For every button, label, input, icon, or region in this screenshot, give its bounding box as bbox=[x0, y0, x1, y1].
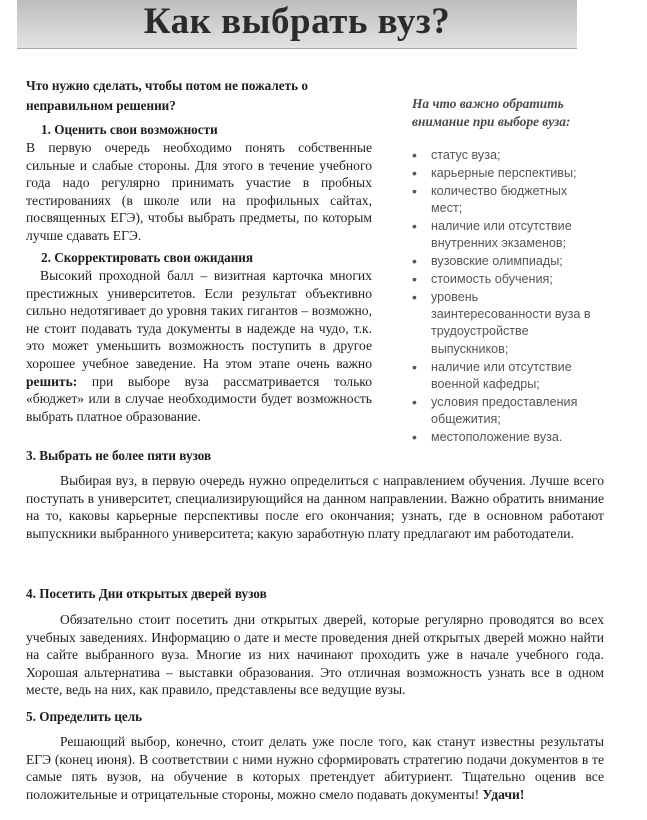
sidebar-item: • наличие или отсутствие военной кафедры; bbox=[411, 359, 601, 394]
section-2-text bbox=[26, 267, 372, 425]
sidebar-title: На что важно обратить внимание при выборе вуза: bbox=[412, 96, 571, 129]
section-5-body: Решающий выбор, конечно, стоит делать уже после того, как станут известны результаты ЕГЭ (конец июня). В соответствии с ними нужно сформировать стратегию подачи документов в те самые пять вузов, на обучение в которых претендует абитуриент. Тщательно оценив все положительные и отрицательные стороны, можно смело подавать документы! bbox=[26, 734, 604, 802]
section-3-heading: 3. Выбрать не более пяти вузов bbox=[26, 448, 212, 463]
section-5-text bbox=[26, 733, 604, 803]
intro-question: Что нужно сделать, чтобы потом не пожалеть о неправильном решении? bbox=[26, 78, 308, 113]
sidebar-item: • карьерные перспективы; bbox=[411, 165, 621, 182]
sidebar-item: • вузовские олимпиады; bbox=[411, 253, 621, 270]
section-1-heading: 1. Оценить свои возможности bbox=[41, 122, 218, 137]
sidebar-item: • стоимость обучения; bbox=[411, 271, 621, 288]
section-1-text: В первую очередь необходимо понять собственные сильные и слабые стороны. Для этого в течение учебного года надо регулярно принимать участие в пробных тестированиях (в школе или на профильных сайтах, посвященных ЕГЭ), чтобы выбрать предметы, по которым лучше сдавать ЕГЭ. bbox=[26, 140, 372, 243]
section-2-heading: 2. Скорректировать свои ожидания bbox=[41, 250, 254, 265]
section-5-heading: 5. Определить цель bbox=[26, 709, 143, 724]
sidebar-item: • наличие или отсутствие внутренних экзаменов; bbox=[411, 218, 621, 253]
title-banner bbox=[17, 0, 577, 49]
sidebar-item: • уровень заинтересованности вуза в трудоустройстве выпускников; bbox=[411, 289, 591, 359]
section-2-text-after: при выборе вуза рассматривается только «бюджет» или в случае необходимости будет возможность выбрать платное образование. bbox=[26, 373, 372, 424]
sidebar-item: • статус вуза; bbox=[411, 147, 621, 164]
section-3-text: Выбирая вуз, в первую очередь нужно определиться с направлением обучения. Лучше всего поступать в университет, специализирующийся на данном направлении. Важно обратить внимание на то, каковы карьерные перспективы после его окончания; узнать, где в основном работают выпускники выбранного университета; какую заработную плату предлагают им работодатели. bbox=[26, 473, 604, 541]
section-4-text: Обязательно стоит посетить дни открытых дверей, которые регулярно проводятся во всех учебных заведениях. Информацию о дате и месте проведения дней открытых дверей можно найти на сайте выбранного вуза. Многие из них начинают проходить уже в начале учебного года. Хорошая альтернатива – выставки образования. Это отличная возможность узнать все в одном месте, ведь на них, как правило, представлены все ведущие вузы. bbox=[26, 612, 604, 698]
sidebar-item: • местоположение вуза. bbox=[411, 429, 621, 446]
sidebar-item: • условия предоставления общежития; bbox=[411, 394, 606, 429]
sidebar-item: • количество бюджетных мест; bbox=[411, 183, 581, 218]
section-2-bold-word: решить: bbox=[26, 373, 78, 389]
sidebar-list bbox=[411, 147, 621, 447]
section-5-closing: Удачи! bbox=[482, 786, 525, 802]
page-title: Как выбрать вуз? bbox=[143, 1, 451, 42]
section-2-text-before: Высокий проходной балл – визитная карточка многих престижных университетов. Если результат объективно сильно недотягивает до уровня таких гигантов – возможно, не стоит подавать туда документы в надежде на чудо, т.к. это может уменьшить возможность поступить в другое хорошее учебное заведение. На этом этапе очень важно bbox=[26, 268, 372, 371]
section-4-heading: 4. Посетить Дни открытых дверей вузов bbox=[26, 586, 267, 601]
